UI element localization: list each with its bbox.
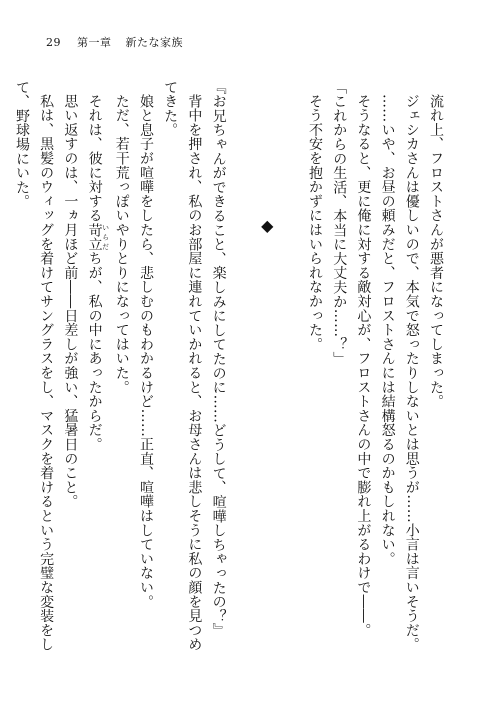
- text-line: て、野球場にいた。: [13, 80, 30, 209]
- chapter-label: 第一章: [77, 36, 112, 49]
- running-header: [46, 34, 183, 50]
- ruby-base: 苛立: [86, 222, 103, 252]
- ruby-reading: いらだ: [101, 222, 110, 252]
- scene-break-diamond: ◆: [257, 216, 277, 236]
- text-line: 流れ上、フロストさんが悪者になってしまった。: [428, 94, 444, 409]
- text-line: ……いや、お昼の頼みだと、フロストさんには結構怒るのかもしれない。: [379, 94, 396, 566]
- blank-line: [231, 80, 255, 650]
- text-line: 思い返すのは、一ヵ月ほど前――日差しが強い、猛暑日のこと。: [62, 94, 79, 509]
- text-line-with-ruby: [82, 80, 109, 650]
- section-title: 新たな家族: [125, 36, 183, 49]
- blank-line: [279, 80, 303, 650]
- text-line: ジェシカさんは優しいので、本気で怒ったりしないとは思うが……小言は言いそうだ。: [403, 94, 420, 652]
- dialogue-line: 『お兄ちゃんができること、楽しみにしてたのに……どうして、喧嘩しちゃったの？』: [210, 80, 227, 638]
- vertical-body-text: [10, 80, 448, 650]
- text-line: 背中を押され、私のお部屋に連れていかれると、お母さんは悲しそうに私の顔を見つめ: [186, 94, 203, 652]
- text-line: そうなると、更に俺に対する敵対心が、フロストさんの中で膨れ上がるわけで――。: [355, 94, 372, 638]
- ruby-annotation: [86, 222, 110, 252]
- text-line: 私は、黒髪のウィッグを着けてサングラスをし、マスクを着けるという完璧な変装をし: [38, 94, 55, 652]
- page-number: 29: [46, 36, 61, 49]
- text-segment: それは、彼に対する: [86, 94, 103, 223]
- text-line: てきた。: [162, 80, 179, 138]
- text-line: そう不安を抱かずにはいられなかった。: [306, 94, 323, 352]
- text-segment: ちが、私の中にあったからだ。: [86, 251, 103, 452]
- text-line: 娘と息子が喧嘩をしたら、悲しむのもわかるけど……正直、喧嘩はしていない。: [137, 94, 154, 609]
- dialogue-line: 「これからの生活、本当に大丈夫か……？」: [331, 80, 348, 366]
- text-line: ただ、若干荒っぽいやりとりになってはいた。: [113, 94, 130, 395]
